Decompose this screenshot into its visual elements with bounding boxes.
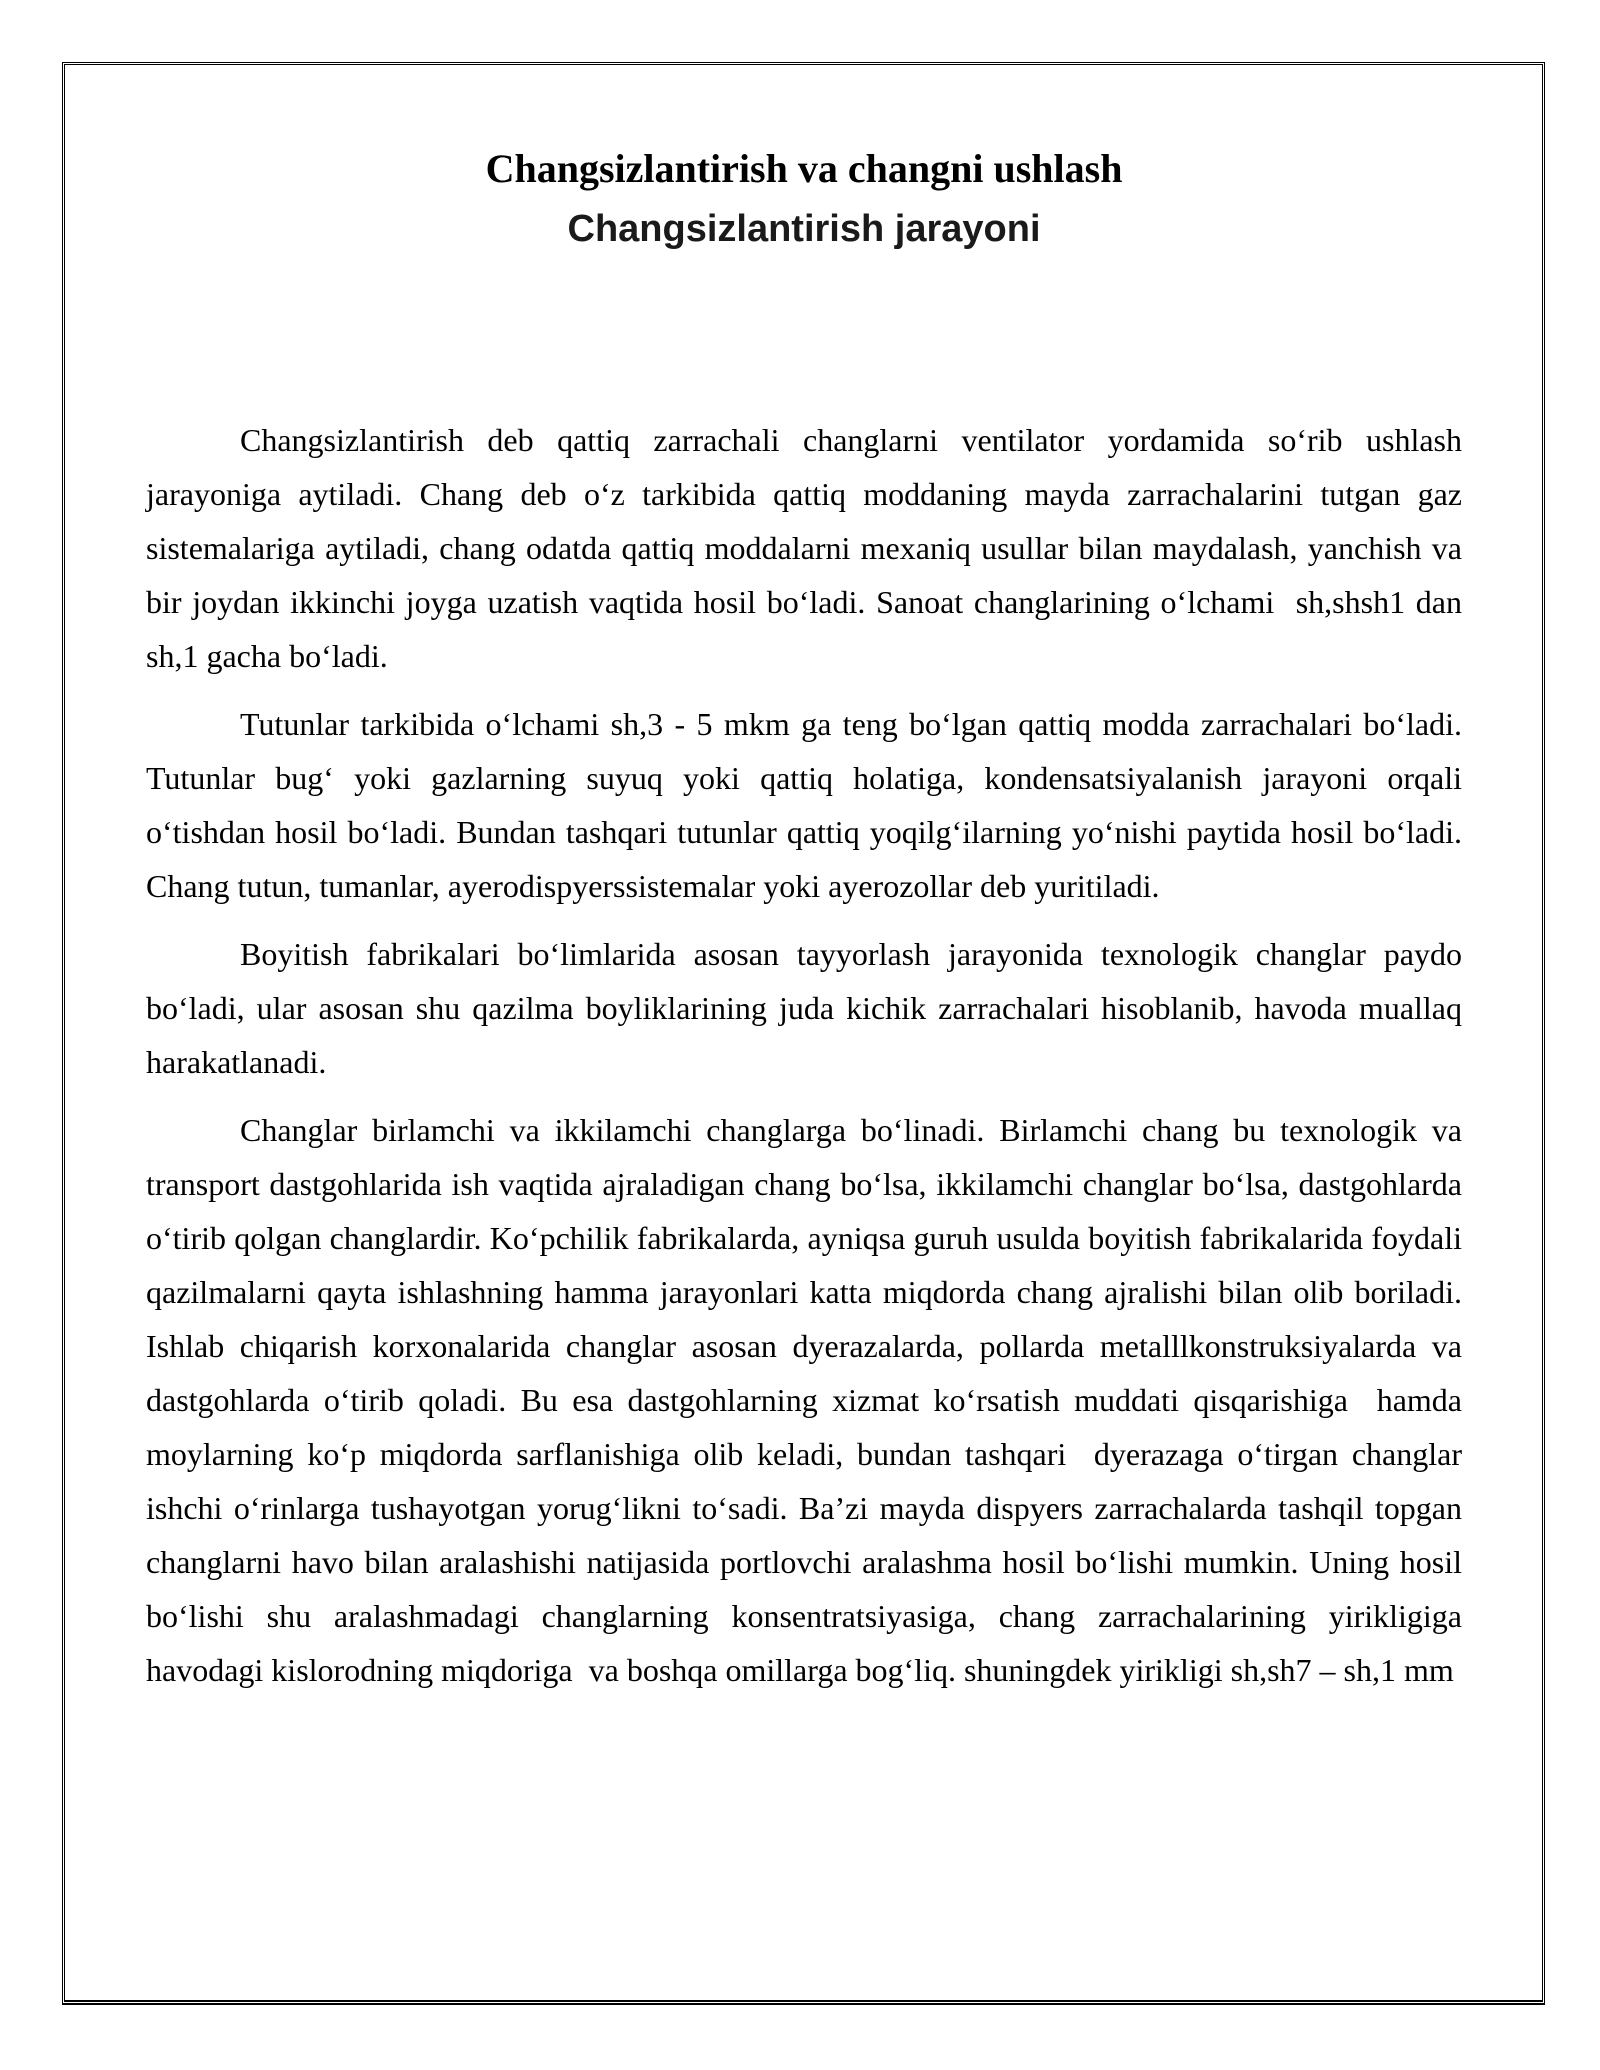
document-subtitle: Changsizlantirish jarayoni — [567, 208, 1041, 250]
page-content — [65, 65, 1542, 1697]
document-body — [146, 413, 1478, 1697]
page-border — [62, 62, 1545, 2005]
paragraph-1: Changsizlantirish deb qattiq zarrachali changlarni ventilator yordamida so‘rib ushlash jarayoniga aytiladi. Chang deb o‘z tarkibida qattiq moddaning mayda zarrachalarini tutgan gaz sistemalariga aytiladi, chang odatda qattiq moddalarni mexaniq usullar bilan maydalash, yanchish va bir joydan ikkinchi joyga uzatish vaqtida hosil bo‘ladi. Sanoat changlarining o‘lchami sh,shsh1 dan sh,1 gacha bo‘ladi. — [146, 421, 1470, 674]
paragraph-4: Changlar birlamchi va ikkilamchi changlarga bo‘linadi. Birlamchi chang bu texnologik va transport dastgohlarida ish vaqtida ajraladigan chang bo‘lsa, ikkilamchi changlar bo‘lsa, dastgohlarda o‘tirib qolgan changlardir. Ko‘pchilik fabrikalarda, ayniqsa guruh usulda boyitish fabrikalarida foydali qazilmalarni qayta ishlashning hamma jarayonlari katta miqdorda chang ajralishi bilan olib boriladi. Ishlab chiqarish korxonalarida changlar asosan dyerazalarda, pollarda metalllkonstruksiyalarda va dastgohlarda o‘tirib qoladi. Bu esa dastgohlarning xizmat ko‘rsatish muddati qisqarishiga hamda moylarning ko‘p miqdorda sarflanishiga olib keladi, bundan tashqari dyerazaga o‘tirgan changlar ishchi o‘rinlarga tushayotgan yorug‘likni to‘sadi. Ba’zi mayda dispyers zarrachalarda tashqil topgan changlarni havo bilan aralashishi natijasida portlovchi aralashma hosil bo‘lishi mumkin. Uning hosil bo‘lishi shu aralashmadagi changlarning konsentratsiyasiga, chang zarrachalarining yirikligiga havodagi kislorodning miqdoriga va boshqa omillarga bog‘liq. shuningdek yirikligi sh,sh7 – sh,1 mm — [146, 1111, 1478, 1688]
document-title: Changsizlantirish va changni ushlash — [485, 146, 1123, 191]
paragraph-3: Boyitish fabrikalari bo‘limlarida asosan tayyorlash jarayonida texnologik changlar paydo bo‘ladi, ular asosan shu qazilma boyliklarining juda kichik zarrachalari hisoblanib, havoda muallaq harakatlanadi. — [146, 935, 1470, 1080]
paragraph-2: Tutunlar tarkibida o‘lchami sh,3 - 5 mkm ga teng bo‘lgan qattiq modda zarrachalari bo‘ladi. Tutunlar bug‘ yoki gazlarning suyuq yoki qattiq holatiga, kondensatsiyalanish jarayoni orqali o‘tishdan hosil bo‘ladi. Bundan tashqari tutunlar qattiq yoqilg‘ilarning yo‘nishi paytida hosil bo‘ladi. Chang tutun, tumanlar, ayerodispyerssistemalar yoki ayerozollar deb yuritiladi. — [146, 705, 1470, 904]
